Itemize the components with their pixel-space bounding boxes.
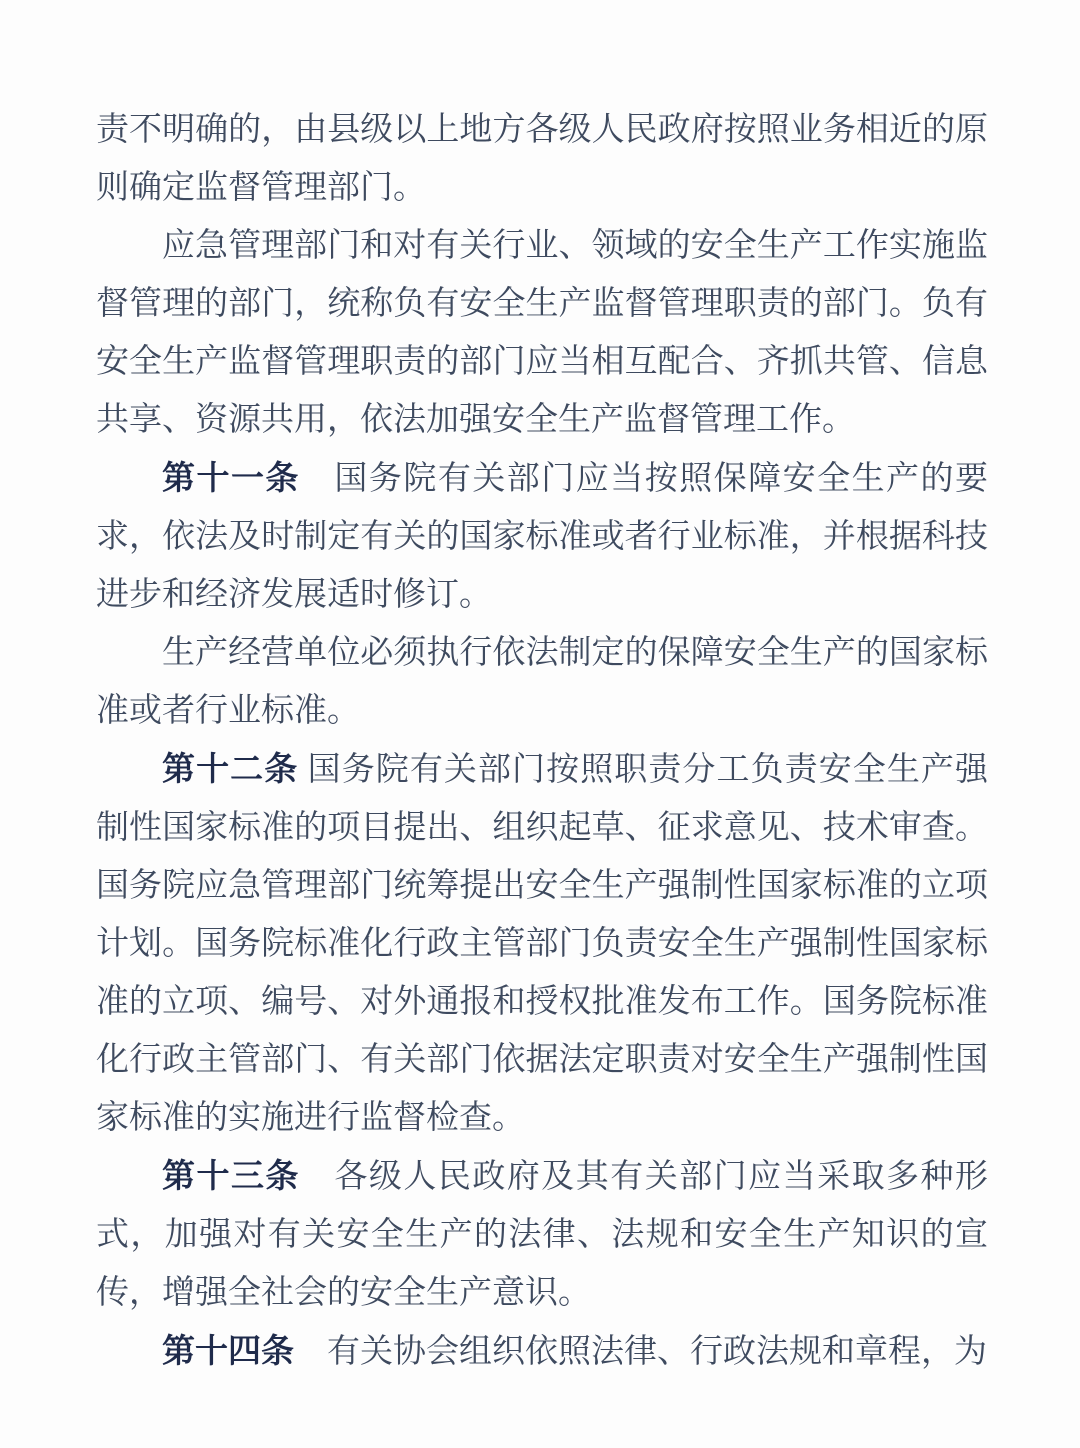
article-number: 第十二条: [162, 750, 299, 787]
article-number: 第十四条: [162, 1332, 294, 1369]
paragraph: 第十二条 国务院有关部门按照职责分工负责安全生产强制性国家标准的项目提出、组织起草、征求意见、技术审查。国务院应急管理部门统筹提出安全生产强制性国家标准的立项计划。国务院标准化行政主管部门负责安全生产强制性国家标准的立项、编号、对外通报和授权批准发布工作。国务院标准化行政主管部门、有关部门依据法定职责对安全生产强制性国家标准的实施进行监督检查。: [96, 750, 989, 1136]
paragraph: 第十四条 有关协会组织依照法律、行政法规和章程，为: [162, 1332, 987, 1370]
paragraph: 第十一条 国务院有关部门应当按照保障安全生产的要求，依法及时制定有关的国家标准或者行业标准，并根据科技进步和经济发展适时修订。: [96, 459, 989, 613]
paragraph: 应急管理部门和对有关行业、领域的安全生产工作实施监督管理的部门，统称负有安全生产监督管理职责的部门。负有安全生产监督管理职责的部门应当相互配合、齐抓共管、信息共享、资源共用，依法加强安全生产监督管理工作。: [96, 228, 988, 438]
article-number: 第十三条: [162, 1157, 300, 1194]
paragraph: 第十三条 各级人民政府及其有关部门应当采取多种形式，加强对有关安全生产的法律、法规和安全生产知识的宣传，增强全社会的安全生产意识。: [96, 1157, 989, 1311]
article-number: 第十一条: [162, 459, 300, 496]
paragraph: 责不明确的，由县级以上地方各级人民政府按照业务相近的原则确定监督管理部门。: [96, 112, 988, 206]
article-text: [96, 101, 988, 1381]
paragraph: 生产经营单位必须执行依法制定的保障安全生产的国家标准或者行业标准。: [96, 635, 988, 729]
